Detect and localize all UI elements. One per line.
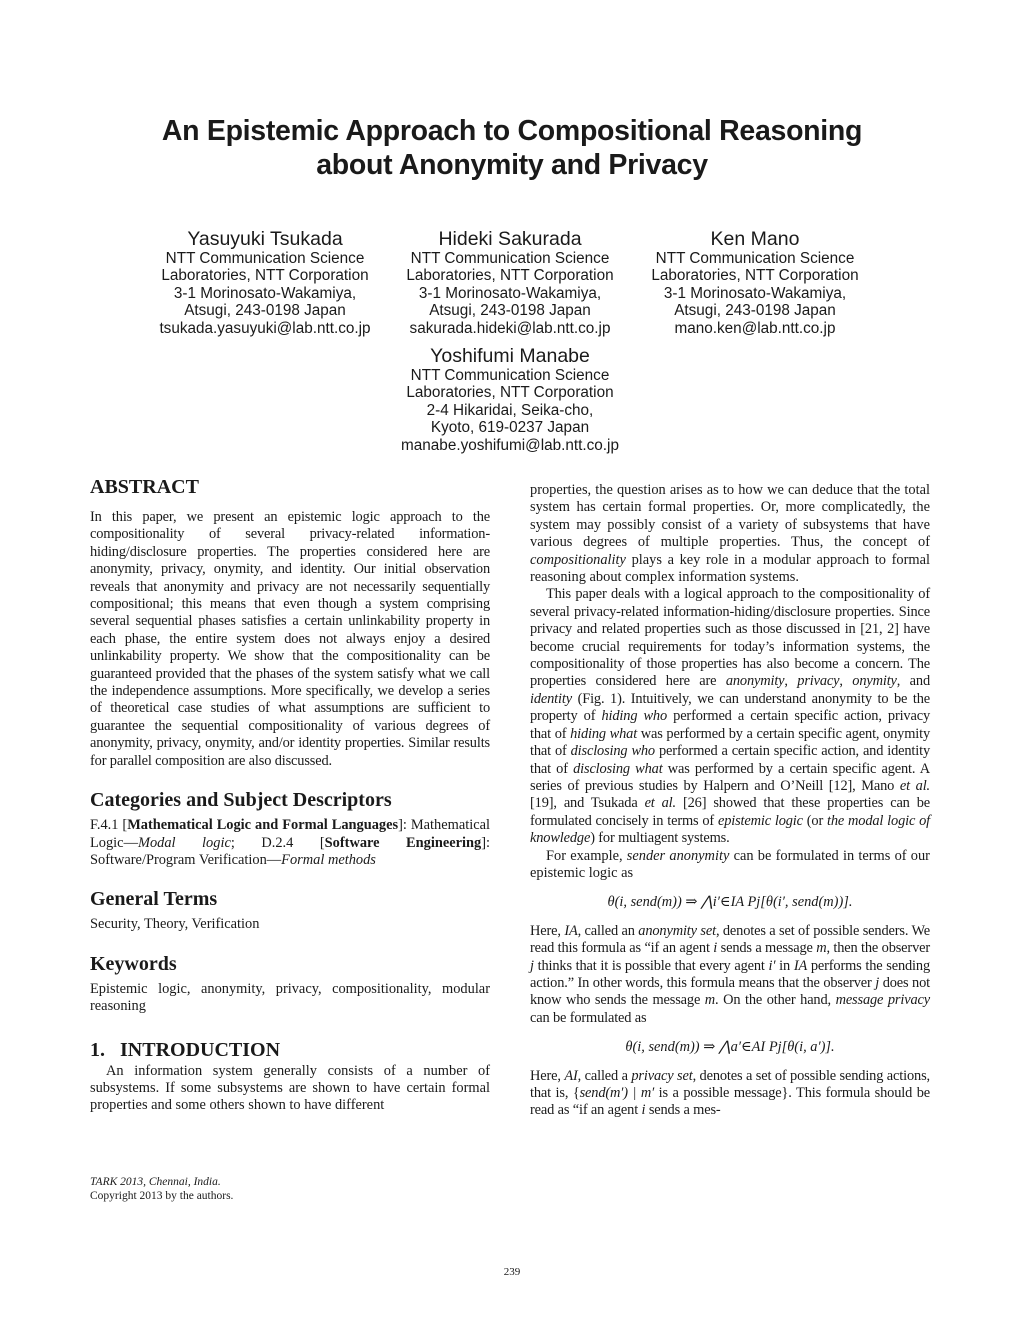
author-block bbox=[385, 345, 635, 454]
author-affiliation-line: Laboratories, NTT Corporation bbox=[406, 384, 614, 402]
author-affiliation-line: Laboratories, NTT Corporation bbox=[406, 267, 614, 285]
introduction-heading: 1. INTRODUCTION bbox=[90, 1038, 281, 1061]
categories-heading: Categories and Subject Descriptors bbox=[90, 789, 392, 812]
author-block bbox=[630, 228, 880, 337]
author-address-line: Atsugi, 243-0198 Japan bbox=[184, 302, 346, 320]
intro-paragraph-continued: properties, the question arises as to how we can deduce that the total system has certain formal properties. Or, more complicatedly, the system may possibly consist of a variety of subsystems that have various degrees of multiple properties. Thus, the concept of compositionality plays a key role in a modular approach to formal reasoning about complex information systems. bbox=[530, 482, 930, 586]
general-terms-heading: General Terms bbox=[90, 888, 218, 911]
title-line-2: about Anonymity and Privacy bbox=[316, 149, 708, 181]
sender-anonymity-formula: θ(i, send(m)) ⇒ ⋀i′∈IA Pj[θ(i′, send(m))]. bbox=[607, 894, 853, 911]
intro-paragraph: Here, IA, called an anonymity set, denotes a set of possible senders. We read this formula as “if an agent i sends a message m, then the observer j thinks that it is possible that every agent i′ in IA performs the sending action.” In other words, this formula means that the observer j does not know who sends the message m. On the other hand, message privacy can be formulated as bbox=[530, 922, 931, 1026]
author-name: Yasuyuki Tsukada bbox=[187, 228, 343, 250]
author-email[interactable]: sakurada.hideki@lab.ntt.co.jp bbox=[409, 319, 611, 337]
author-affiliation-line: NTT Communication Science bbox=[165, 250, 365, 267]
paper-title bbox=[60, 114, 964, 182]
message-privacy-formula: θ(i, send(m)) ⇒ ⋀a′∈AI Pj[θ(i, a′)]. bbox=[625, 1039, 835, 1056]
right-column bbox=[530, 482, 930, 1120]
general-terms-text: Security, Theory, Verification bbox=[90, 916, 260, 933]
author-address-line: 3-1 Morinosato-Wakamiya, bbox=[418, 284, 602, 302]
author-address-line: Atsugi, 243-0198 Japan bbox=[674, 302, 836, 320]
left-column bbox=[90, 476, 490, 1115]
keywords-text: Epistemic logic, anonymity, privacy, compositionality, modular reasoning bbox=[90, 980, 490, 1015]
categories-text: F.4.1 [Mathematical Logic and Formal Languages]: Mathematical Logic—Modal logic; D.2.4 [Software Engineering]: Software/Program Verification—Formal methods bbox=[90, 817, 491, 868]
author-email[interactable]: mano.ken@lab.ntt.co.jp bbox=[674, 319, 836, 337]
author-block bbox=[140, 228, 390, 337]
author-address-line: Atsugi, 243-0198 Japan bbox=[429, 302, 591, 320]
intro-paragraph: For example, sender anonymity can be formulated in terms of our epistemic logic as bbox=[530, 847, 930, 881]
author-affiliation-line: Laboratories, NTT Corporation bbox=[161, 267, 369, 285]
author-name: Yoshifumi Manabe bbox=[430, 345, 590, 367]
author-address-line: 2-4 Hikaridai, Seika-cho, bbox=[426, 401, 594, 419]
author-affiliation-line: NTT Communication Science bbox=[410, 250, 610, 267]
author-block bbox=[385, 228, 635, 337]
author-email[interactable]: manabe.yoshifumi@lab.ntt.co.jp bbox=[401, 436, 619, 454]
abstract-text: In this paper, we present an epistemic logic approach to the compositionality of several privacy-related information-hiding/disclosure properties. The properties considered here are anonymity, privacy, onymity, and identity. Our initial observation reveals that anonymity and privacy are not necessarily sequentially compositional; this means that even though a system comprising several sequential phases satisfies a certain unlinkability property in each phase, the entire system does not always enjoy a desired unlinkability property. We show that the compositionality can be guaranteed provided that the phases of the system satisfy what we call the independence assumptions. More specifically, we develop a series of theoretical case studies of what assumptions are sufficient to guarantee the sequential compositionality of various degrees of anonymity, privacy, onymity, and/or identity properties. Similar results for parallel composition are also discussed. bbox=[90, 509, 490, 769]
author-affiliation-line: NTT Communication Science bbox=[410, 367, 610, 384]
title-line-1: An Epistemic Approach to Compositional Reasoning bbox=[161, 115, 863, 147]
keywords-heading: Keywords bbox=[90, 952, 177, 975]
author-email[interactable]: tsukada.yasuyuki@lab.ntt.co.jp bbox=[159, 319, 371, 337]
author-name: Ken Mano bbox=[710, 228, 800, 250]
introduction-paragraph: An information system generally consists of a number of subsystems. If some subsystems are shown to have certain formal properties and some others shown to have different bbox=[90, 1062, 490, 1114]
intro-paragraph: Here, AI, called a privacy set, denotes a set of possible sending actions, that is, {send(m′) | m′ is a possible message}. This formula should be read as “if an agent i sends a mes- bbox=[530, 1067, 930, 1119]
author-affiliation-line: Laboratories, NTT Corporation bbox=[651, 267, 859, 285]
author-address-line: 3-1 Morinosato-Wakamiya, bbox=[663, 284, 847, 302]
copyright-note: Copyright 2013 by the authors. bbox=[90, 1190, 234, 1202]
author-name: Hideki Sakurada bbox=[438, 228, 582, 250]
intro-paragraph: This paper deals with a logical approach to the compositionality of several privacy-related information-hiding/disclosure properties. Since privacy and related properties such as those discussed in [21, 2] have become crucial requirements for today’s information systems, the compositionality of those properties has also become a concern. The properties considered here are anonymity, privacy, onymity, and identity (Fig. 1). Intuitively, we can understand anonymity to be the property of hiding who performed a certain specific action, privacy that of hiding what was performed by a certain specific agent, onymity that of disclosing who performed a certain specific action, and identity that of disclosing what was performed by a certain specific agent. A series of previous studies by Halpern and O’Neill [12], Mano et al. [19], and Tsukada et al. [26] showed that these properties can be formulated concisely in terms of epistemic logic (or the modal logic of knowledge) for multiagent systems. bbox=[530, 586, 931, 847]
author-address-line: Kyoto, 619-0237 Japan bbox=[430, 419, 590, 437]
author-address-line: 3-1 Morinosato-Wakamiya, bbox=[173, 284, 357, 302]
copyright-footer bbox=[90, 1175, 233, 1203]
abstract-heading: ABSTRACT bbox=[90, 476, 199, 498]
author-affiliation-line: NTT Communication Science bbox=[655, 250, 855, 267]
venue-note: TARK 2013, Chennai, India. bbox=[90, 1176, 221, 1188]
page-number: 239 bbox=[503, 1266, 521, 1278]
